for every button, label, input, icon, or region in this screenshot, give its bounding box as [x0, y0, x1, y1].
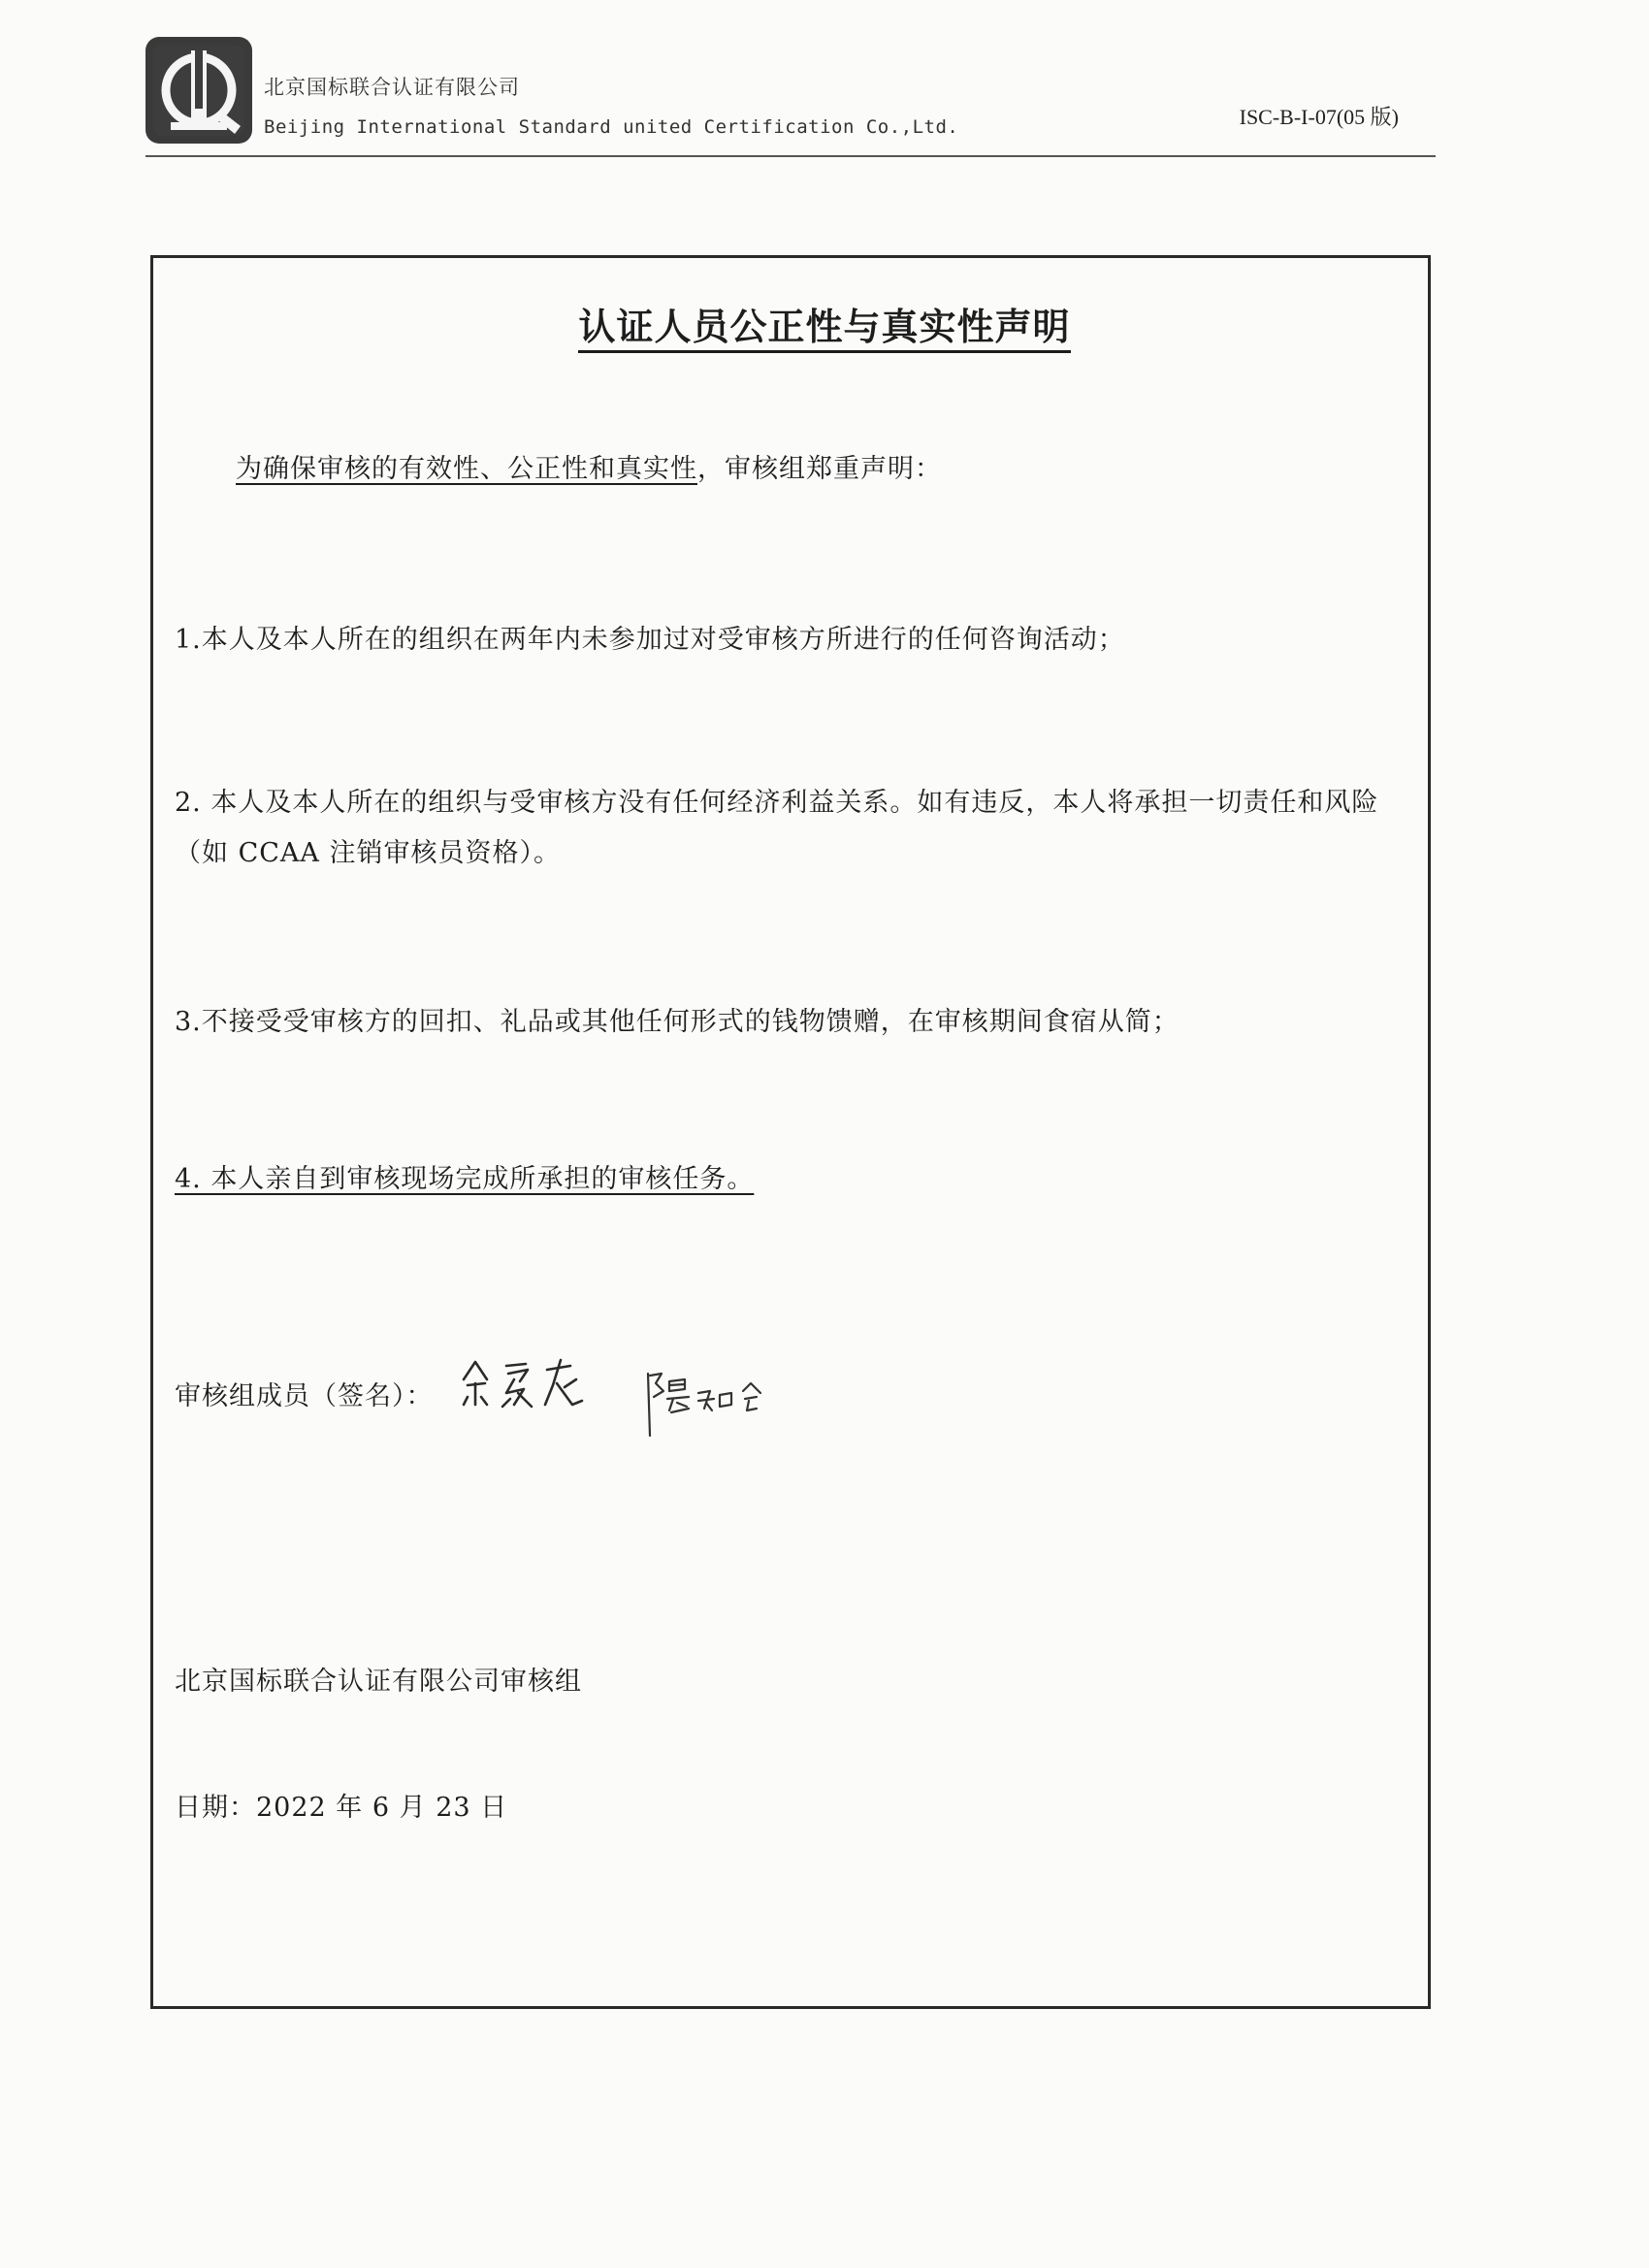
declaration-item-1: 1.本人及本人所在的组织在两年内未参加过对受审核方所进行的任何咨询活动； [175, 625, 1125, 655]
declaration-item-3: 3.不接受受审核方的回扣、礼品或其他任何形式的钱物馈赠，在审核期间食宿从简； [175, 1007, 1180, 1037]
handwritten-signature-1 [456, 1350, 592, 1418]
declaration-item-4: 4. 本人亲自到审核现场完成所承担的审核任务。 [175, 1164, 755, 1194]
page-title: 认证人员公正性与真实性声明 [0, 297, 1649, 350]
declaration-item-2: 2. 本人及本人所在的组织与受审核方没有任何经济利益关系。如有违反，本人将承担一切责任和风险（如 CCAA 注销审核员资格）。 [175, 788, 1379, 868]
declaration-date: 日期：2022 年 6 月 23 日 [175, 1793, 508, 1823]
header-divider [146, 155, 1436, 157]
document-code: ISC-B-I-07(05 版) [1239, 105, 1399, 129]
letterhead [146, 37, 1436, 161]
intro-text: ，审核组郑重声明： [697, 454, 942, 484]
declaration-frame [150, 255, 1431, 2009]
company-logo [146, 37, 252, 144]
handwritten-signature-2 [642, 1370, 768, 1440]
intro-paragraph [236, 444, 942, 495]
audit-team-name: 北京国标联合认证有限公司审核组 [175, 1667, 582, 1697]
company-name-en: Beijing International Standard united Certification Co.,Ltd. [264, 116, 959, 138]
signature-label: 审核组成员（签名）： [175, 1381, 434, 1411]
company-name-cn: 北京国标联合认证有限公司 [264, 76, 520, 99]
intro-underlined-text: 为确保审核的有效性、公正性和真实性 [236, 454, 697, 484]
